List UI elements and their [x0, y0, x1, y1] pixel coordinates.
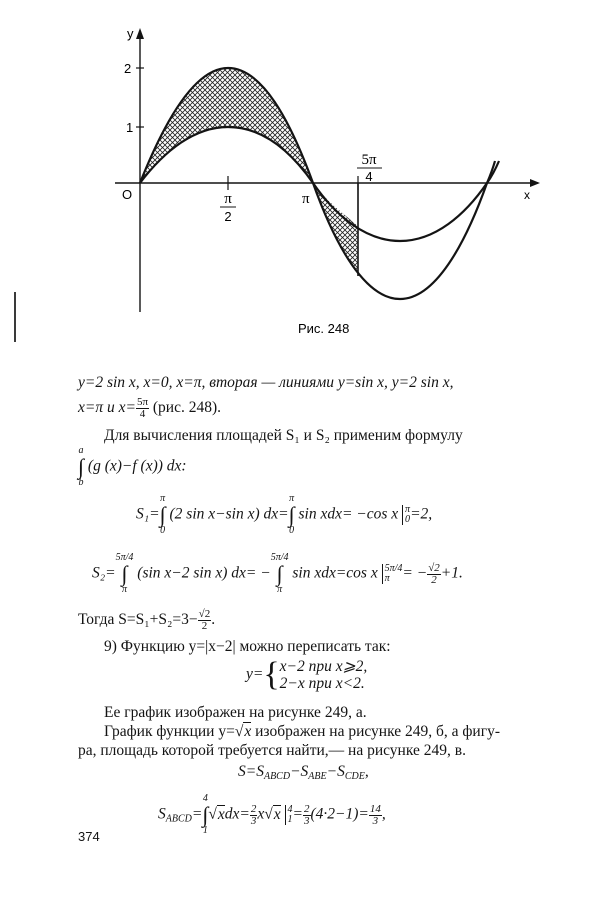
- eq2-den: 2: [431, 573, 437, 586]
- eq2-integral-2: 5π/4 ∫ π: [270, 552, 289, 595]
- eq1-mid: (2 sin x−sin x) dx=: [169, 505, 289, 523]
- area-end: ,: [364, 763, 369, 780]
- brace: {: [263, 656, 280, 693]
- f1-num: 2: [250, 802, 257, 815]
- text-line-6: 9) Функцию y=|x−2| можно переписать так:: [104, 638, 391, 655]
- equation-area: [238, 763, 369, 786]
- eq2-bar-low: π: [384, 573, 390, 584]
- eq2-num: √2: [428, 561, 440, 574]
- shaded-region-s2: [313, 183, 358, 274]
- piecewise-left: y=: [246, 665, 264, 683]
- text-line-4-body: (g (x)−f (x)) dx:: [87, 457, 187, 475]
- eq2-bar-up: 5π/4: [384, 563, 403, 574]
- integral-ab: [78, 446, 84, 488]
- label-5pi4-num: 5π: [361, 152, 377, 168]
- label-y-axis: y: [127, 26, 134, 41]
- eq2-integral-1: 5π/4 ∫ π: [115, 552, 134, 595]
- fraction-5pi4: [136, 397, 149, 420]
- line5-a: Тогда S=S₁+S₂=3−: [78, 611, 198, 629]
- label-pi2-num: π: [224, 191, 232, 207]
- label-x-axis: x: [524, 188, 530, 202]
- f3-den: 3: [372, 814, 379, 827]
- sabcd-paren: (4·2−1)=: [310, 805, 369, 823]
- sabcd-low: 1: [202, 825, 208, 836]
- sabcd-frac-2: [303, 804, 311, 827]
- eq2-end: +1.: [440, 564, 463, 582]
- text-line-2a: x=π и x=: [78, 399, 136, 417]
- sabcd-eq: =: [191, 805, 203, 823]
- label-pi2-den: 2: [224, 209, 232, 224]
- line9-sqrt-arg: x: [244, 723, 252, 740]
- line9-sqrt: √x: [234, 723, 252, 740]
- case-2: 2−x при x<2.: [279, 675, 365, 692]
- piecewise-definition: [246, 658, 367, 692]
- frac-den: 4: [139, 408, 146, 420]
- sabcd-sqrt-arg-2: x: [273, 805, 281, 823]
- sabcd-bar: [285, 805, 293, 825]
- label-5pi4-den: 4: [365, 169, 373, 184]
- area-m1: −S: [290, 763, 309, 780]
- f2-den: 3: [304, 814, 310, 827]
- f2-num: 2: [304, 802, 310, 815]
- eq2-right: sin xdx=cos x: [292, 564, 378, 582]
- sabcd-bar-up: 4: [287, 804, 293, 815]
- eq1-up2: π: [289, 493, 295, 504]
- figure-caption: Рис. 248: [298, 321, 350, 336]
- case-1: x−2 при x⩾2,: [279, 658, 368, 675]
- eq2-low: π: [122, 584, 128, 595]
- eq1-integral-1: π ∫ 0: [159, 493, 166, 536]
- eq2-bar: [382, 564, 403, 584]
- label-origin: O: [122, 187, 133, 202]
- eq2-up: 5π/4: [115, 552, 134, 563]
- sabcd-integral: 4 ∫ 1: [202, 793, 209, 836]
- line5-end: .: [211, 611, 216, 629]
- eq2-fraction: [427, 563, 441, 586]
- sabcd-dx: dx=: [224, 805, 250, 823]
- eq1-up: π: [160, 493, 166, 504]
- page-number: 374: [78, 829, 100, 844]
- text-line-2b: (рис. 248).: [152, 399, 222, 417]
- eq1-bar-low: 0: [405, 514, 411, 525]
- integral-sign: ∫: [78, 454, 85, 479]
- eq1-low: 0: [160, 525, 166, 536]
- text-line-8: Ее график изображен на рисунке 249, а.: [104, 704, 367, 721]
- sabcd-eq2: =: [292, 805, 303, 823]
- f3-num: 14: [369, 802, 381, 815]
- sabcd-up: 4: [202, 793, 208, 804]
- eq1-right: sin xdx= −cos x: [298, 505, 399, 523]
- eq2-mid: (sin x−2 sin x) dx= −: [137, 564, 271, 582]
- area-sub-1: ABCD: [263, 771, 291, 782]
- label-pi: π: [302, 191, 310, 207]
- equation-s1: [136, 494, 432, 536]
- y-axis-arrow: [136, 28, 144, 39]
- int-upper: a: [78, 445, 84, 456]
- equation-s2: [92, 553, 463, 595]
- area-sub-3: CDE: [344, 771, 365, 782]
- eq2-up2: 5π/4: [270, 552, 289, 563]
- l5-num: √2: [198, 608, 211, 620]
- eq1-left: S₁=: [136, 505, 160, 523]
- text-line-9: [104, 723, 500, 741]
- sabcd-end: ,: [381, 805, 386, 823]
- label-tick-y-1: 1: [126, 120, 134, 135]
- line9-a: График функции y=: [104, 723, 235, 740]
- int-lower: b: [78, 477, 84, 488]
- text-line-3: Для вычисления площадей S₁ и S₂ применим формулу: [104, 427, 463, 444]
- equation-sabcd: SABCD= 4 ∫ 1 √xdx= $\frac{2}{3}$ x√x 4 1 = $\frac{2}{3}$ (4·2−1)= $\frac{14}{3}$ ,: [158, 793, 386, 836]
- curve-sin-x: [140, 127, 499, 241]
- sabcd-x: x: [257, 805, 265, 823]
- sabcd-s: S: [158, 805, 166, 823]
- sabcd-sqrt-arg: x: [217, 805, 225, 823]
- area-m2: −S: [326, 763, 345, 780]
- eq1-bar: [402, 505, 410, 525]
- piecewise-cases: [280, 658, 368, 692]
- text-line-10: ра, площадь которой требуется найти,— на рисунке 249, в.: [78, 742, 466, 759]
- eq1-bar-up: π: [405, 504, 411, 515]
- eq2-left: S₂=: [92, 564, 116, 582]
- eq1-low2: 0: [289, 525, 295, 536]
- eq2-eq: = −: [402, 564, 428, 582]
- text-line-2: [78, 397, 221, 420]
- label-tick-y-2: 2: [124, 61, 132, 76]
- area-sub-2: ABE: [308, 771, 327, 782]
- line9-b: изображен на рисунке 249, б, а фигу-: [251, 723, 500, 740]
- f1-den: 3: [250, 814, 257, 827]
- text-line-1: y=2 sin x, x=0, x=π, вторая — линиями y=sin x, y=2 sin x,: [78, 374, 454, 391]
- text-line-5: [78, 609, 215, 632]
- l5-den: 2: [201, 620, 208, 632]
- eq2-low2: π: [277, 584, 283, 595]
- sabcd-frac-3: [369, 804, 382, 827]
- sabcd-bar-low: 1: [287, 814, 293, 825]
- text-line-4: [78, 446, 187, 488]
- figure-248: [0, 0, 603, 340]
- sabcd-sub: ABCD: [165, 813, 192, 825]
- line5-fraction: [198, 609, 212, 632]
- eq1-integral-2: π ∫ 0: [288, 493, 295, 536]
- x-axis-arrow: [530, 179, 540, 187]
- frac-num: 5π: [136, 396, 149, 408]
- eq1-end: =2,: [410, 505, 433, 523]
- area-s: S=S: [238, 763, 264, 780]
